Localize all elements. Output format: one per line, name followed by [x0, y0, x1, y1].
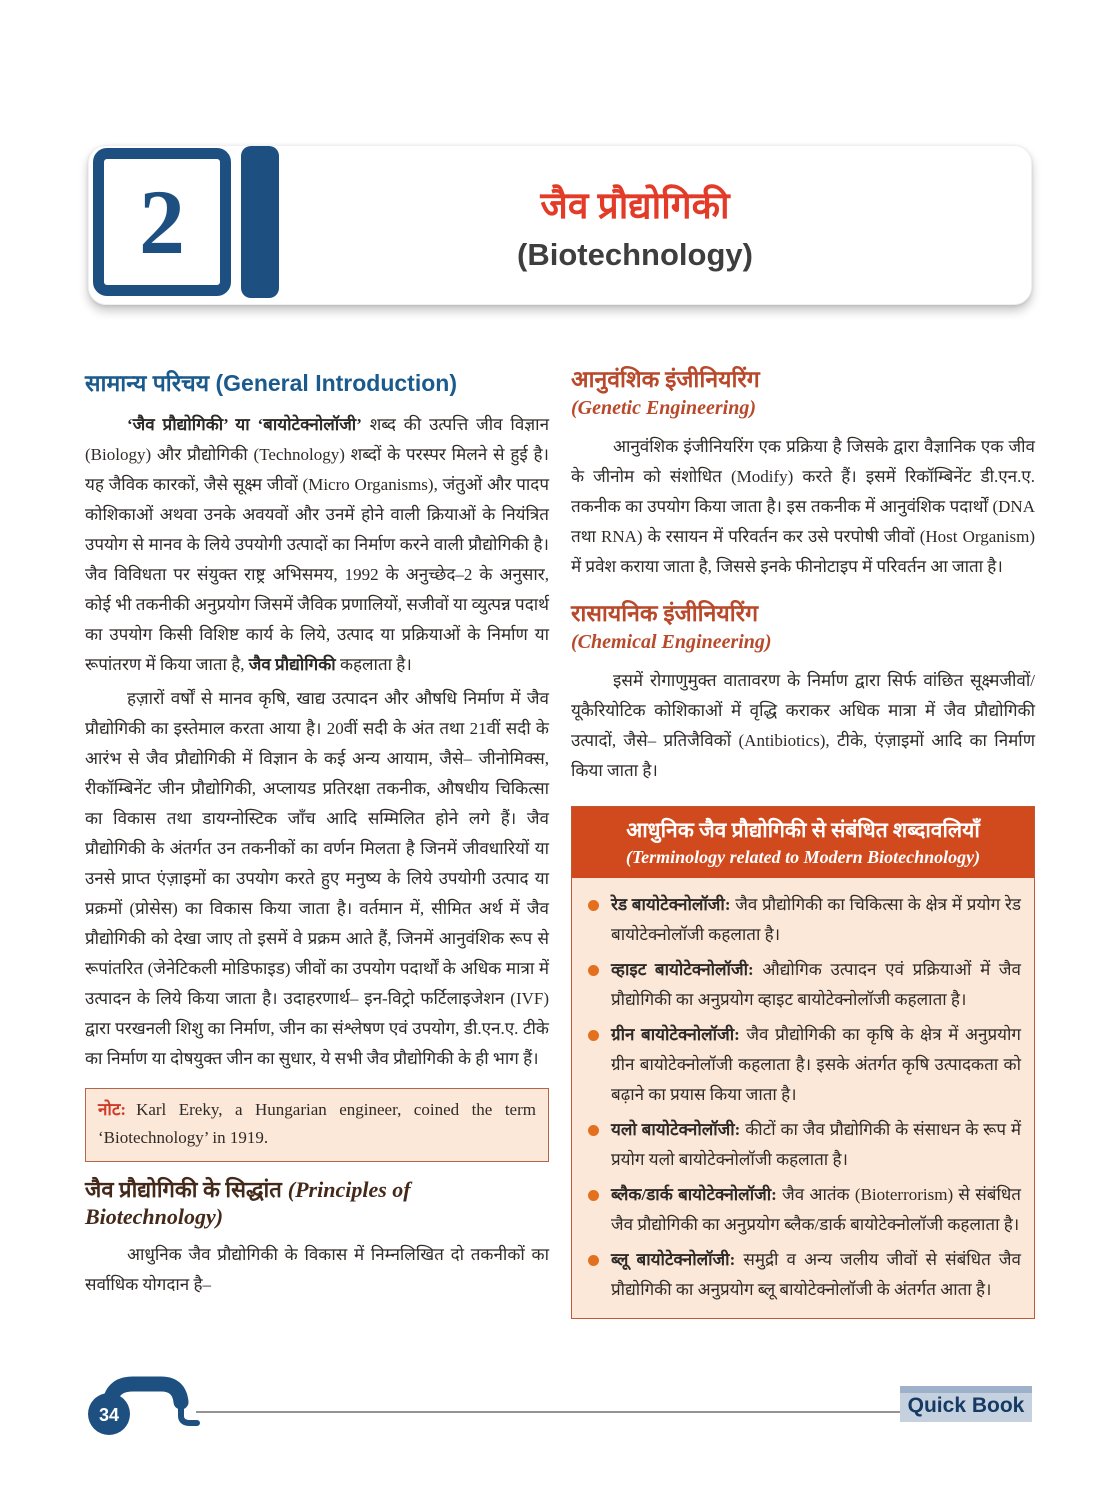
note-label: नोट:: [98, 1100, 127, 1119]
note-text: Karl Ereky, a Hungarian engineer, coined the term ‘Biotechnology’ in 1919.: [98, 1100, 536, 1147]
genetic-engineering-heading: [571, 366, 1035, 422]
page-number-graphic: [83, 1376, 213, 1440]
chemical-paragraph: इसमें रोगाणुमुक्त वातावरण के निर्माण द्वारा सिर्फ वांछित सूक्ष्मजीवों/यूकैरियोटिक कोशिकाओं में वृद्धि कराकर अधिक मात्रा में जैव प्रौद्योगिकी उत्पादों, जैसे– प्रतिजैविकों (Antibiotics), टीके, एंज़ाइमों आदि का निर्माण किया जाता है।: [571, 671, 1035, 780]
term-label: ब्लैक/डार्क बायोटेक्नोलॉजी:: [611, 1185, 777, 1204]
genetic-engineering-section: [571, 366, 1035, 582]
chemical-engineering-heading: [571, 600, 1035, 656]
chemical-heading-english: (Chemical Engineering): [571, 631, 772, 653]
chapter-number: 2: [139, 171, 185, 273]
term-label: ग्रीन बायोटेक्नोलॉजी:: [611, 1025, 740, 1044]
bullet-icon: [588, 1190, 599, 1201]
list-item: [584, 1245, 1021, 1305]
chapter-title-hindi: जैव प्रौद्योगिकी: [540, 185, 730, 227]
list-item: [584, 1115, 1021, 1175]
chapter-title-block: [279, 178, 1031, 273]
content-columns: [85, 366, 1035, 1319]
list-item: [584, 955, 1021, 1015]
intro-bold-term: जैव प्रौद्योगिकी: [248, 655, 336, 674]
list-item: [584, 1020, 1021, 1110]
page-number: 34: [98, 1405, 120, 1425]
genetic-heading-hindi: आनुवंशिक इंजीनियरिंग: [571, 367, 760, 392]
bullet-icon: [588, 1255, 599, 1266]
left-column: [85, 366, 549, 1319]
intro-bold-lead: ‘जैव प्रौद्योगिकी’ या ‘बायोटेक्नोलॉजी’: [127, 415, 362, 434]
page-curl-foot: [181, 1400, 197, 1423]
chapter-header-card: [88, 145, 1032, 305]
list-item: [584, 890, 1021, 950]
term-description: जैव आतंक (Bioterrorism) से संबंधित जैव प्रौद्योगिकी का अनुप्रयोग ब्लैक/डार्क बायोटेक्नोलॉजी कहलाता है।: [611, 1185, 1021, 1234]
quick-book-badge: Quick Book: [900, 1386, 1032, 1422]
terminology-title-english: (Terminology related to Modern Biotechnology): [625, 847, 981, 867]
chemical-heading-hindi: रासायनिक इंजीनियरिंग: [571, 601, 759, 626]
right-column: [571, 366, 1035, 1319]
term-label: यलो बायोटेक्नोलॉजी:: [611, 1120, 741, 1139]
intro-text-1: शब्द की उत्पत्ति जीव विज्ञान (Biology) और प्रौद्योगिकी (Technology) शब्दों के परस्पर मिलने से हुई है। यह जैविक कारकों, जैसे सूक्ष्म जीवों (Micro Organisms), जंतुओं और पादप कोशिकाओं अथवा उनके अवयवों और उनमें होने वाली क्रियाओं के नियंत्रित उपयोग से मानव के लिये उपयोगी उत्पादों का निर्माण करने वाली प्रौद्योगिकी है। जैव विविधता पर संयुक्त राष्ट्र अभिसमय, 1992 के अनुच्छेद–2 के अनुसार, कोई भी तकनीकी अनुप्रयोग जिसमें जैविक प्रणालियों, सजीवों या व्युत्पन्न पदार्थ का उपयोग किसी विशिष्ट कार्य के लिये, उत्पाद या प्रक्रियाओं के निर्माण या रूपांतरण में किया जाता है,: [85, 415, 550, 674]
note-box: [85, 1088, 549, 1162]
general-introduction-heading: सामान्य परिचय (General Introduction): [85, 370, 457, 396]
term-description: जैव प्रौद्योगिकी का चिकित्सा के क्षेत्र में प्रयोग रेड बायोटेक्नोलॉजी कहलाता है।: [611, 895, 1021, 944]
principles-heading-english: (Principles of Biotechnology): [85, 1177, 411, 1229]
terminology-title-hindi: आधुनिक जैव प्रौद्योगिकी से संबंधित शब्दावलियाँ: [626, 818, 980, 842]
bullet-icon: [588, 900, 599, 911]
term-description: कीटों का जैव प्रौद्योगिकी के संसाधन के रूप में प्रयोग यलो बायोटेक्नोलॉजी कहलाता है।: [611, 1120, 1021, 1169]
intro-paragraph-1: [85, 410, 549, 680]
term-description: समुद्री व अन्य जलीय जीवों से संबंधित जैव प्रौद्योगिकी का अनुप्रयोग ब्लू बायोटेक्नोलॉजी के अंतर्गत आता है।: [611, 1250, 1021, 1299]
bullet-icon: [588, 965, 599, 976]
term-description: औद्योगिक उत्पादन एवं प्रक्रियाओं में जैव प्रौद्योगिकी का अनुप्रयोग व्हाइट बायोटेक्नोलॉजी कहलाता है।: [611, 960, 1021, 1009]
term-label: रेड बायोटेक्नोलॉजी:: [611, 895, 731, 914]
list-item: [584, 1180, 1021, 1240]
chapter-accent-bar: [241, 146, 279, 298]
term-label: ब्लू बायोटेक्नोलॉजी:: [611, 1250, 736, 1269]
terminology-box: [571, 806, 1035, 1319]
term-description: जैव प्रौद्योगिकी का कृषि के क्षेत्र में अनुप्रयोग ग्रीन बायोटेक्नोलॉजी कहलाता है। इसके अंतर्गत कृषि उत्पादकता को बढ़ाने का प्रयास किया जाता है।: [611, 1025, 1021, 1104]
principles-paragraph: आधुनिक जैव प्रौद्योगिकी के विकास में निम्नलिखित दो तकनीकों का सर्वाधिक योगदान है–: [85, 1245, 549, 1294]
intro-text-2: कहलाता है।: [335, 655, 412, 674]
chemical-engineering-section: [571, 600, 1035, 786]
term-label: व्हाइट बायोटेक्नोलॉजी:: [611, 960, 754, 979]
intro-paragraph-2: हज़ारों वर्षों से मानव कृषि, खाद्य उत्पादन और औषधि निर्माण में जैव प्रौद्योगिकी का इस्तेमाल करता आया है। 20वीं सदी के अंत तथा 21वीं सदी के आरंभ से जैव प्रौद्योगिकी में विज्ञान के कई अन्य आयाम, जैसे– जीनोमिक्स, रीकॉम्बिनेंट जीन प्रौद्योगिकी, अप्लायड प्रतिरक्षा तकनीक, औषधीय चिकित्सा का विकास तथा डायग्नोस्टिक जाँच आदि सम्मिलित होने लगे हैं। जैव प्रौद्योगिकी के अंतर्गत उन तकनीकों का वर्णन मिलता है जिनमें जीवधारियों या उनसे प्राप्त एंज़ाइमों का उपयोग करते हुए मनुष्य के लिये उपयोगी उत्पाद या प्रक्रमों (प्रोसेस) का विकास किया जाता है। वर्तमान में, सीमित अर्थ में जैव प्रौद्योगिकी को देखा जाए तो इसमें वे प्रक्रम आते हैं, जिनमें आनुवंशिक रूप से रूपांतरित (जेनेटिकली मोडिफाइड) जीवों का उपयोग पदार्थों के अधिक मात्रा में उत्पादन के लिये किया जाता है। उदाहरणार्थ– इन-विट्रो फर्टिलाइजेशन (IVF) द्वारा परखनली शिशु का निर्माण, जीन का संश्लेषण एवं उपयोग, डी.एन.ए. टीके का निर्माण या दोषयुक्त जीन का सुधार, ये सभी जैव प्रौद्योगिकी के ही भाग हैं।: [85, 689, 550, 1068]
chapter-title-english: (Biotechnology): [517, 236, 753, 272]
principles-heading: [85, 1174, 549, 1230]
terminology-box-body: [572, 878, 1034, 1318]
terminology-box-header: [572, 807, 1034, 878]
genetic-heading-english: (Genetic Engineering): [571, 397, 756, 419]
chapter-number-box: [93, 148, 231, 296]
bullet-icon: [588, 1030, 599, 1041]
bullet-icon: [588, 1125, 599, 1136]
principles-heading-hindi: जैव प्रौद्योगिकी के सिद्धांत: [85, 1177, 282, 1202]
genetic-paragraph: आनुवंशिक इंजीनियरिंग एक प्रक्रिया है जिसके द्वारा वैज्ञानिक एक जीव के जीनोम को संशोधित (Modify) करते हैं। इसमें रिकॉम्बिनेंट डी.एन.ए. तकनीक का उपयोग किया जाता है। इस तकनीक में आनुवंशिक पदार्थों (DNA तथा RNA) के रसायन में परिवर्तन कर उसे परपोषी जीवों (Host Organism) में प्रवेश कराया जाता है, जिससे इनके फीनोटाइप में परिवर्तन आ जाता है।: [571, 437, 1035, 576]
